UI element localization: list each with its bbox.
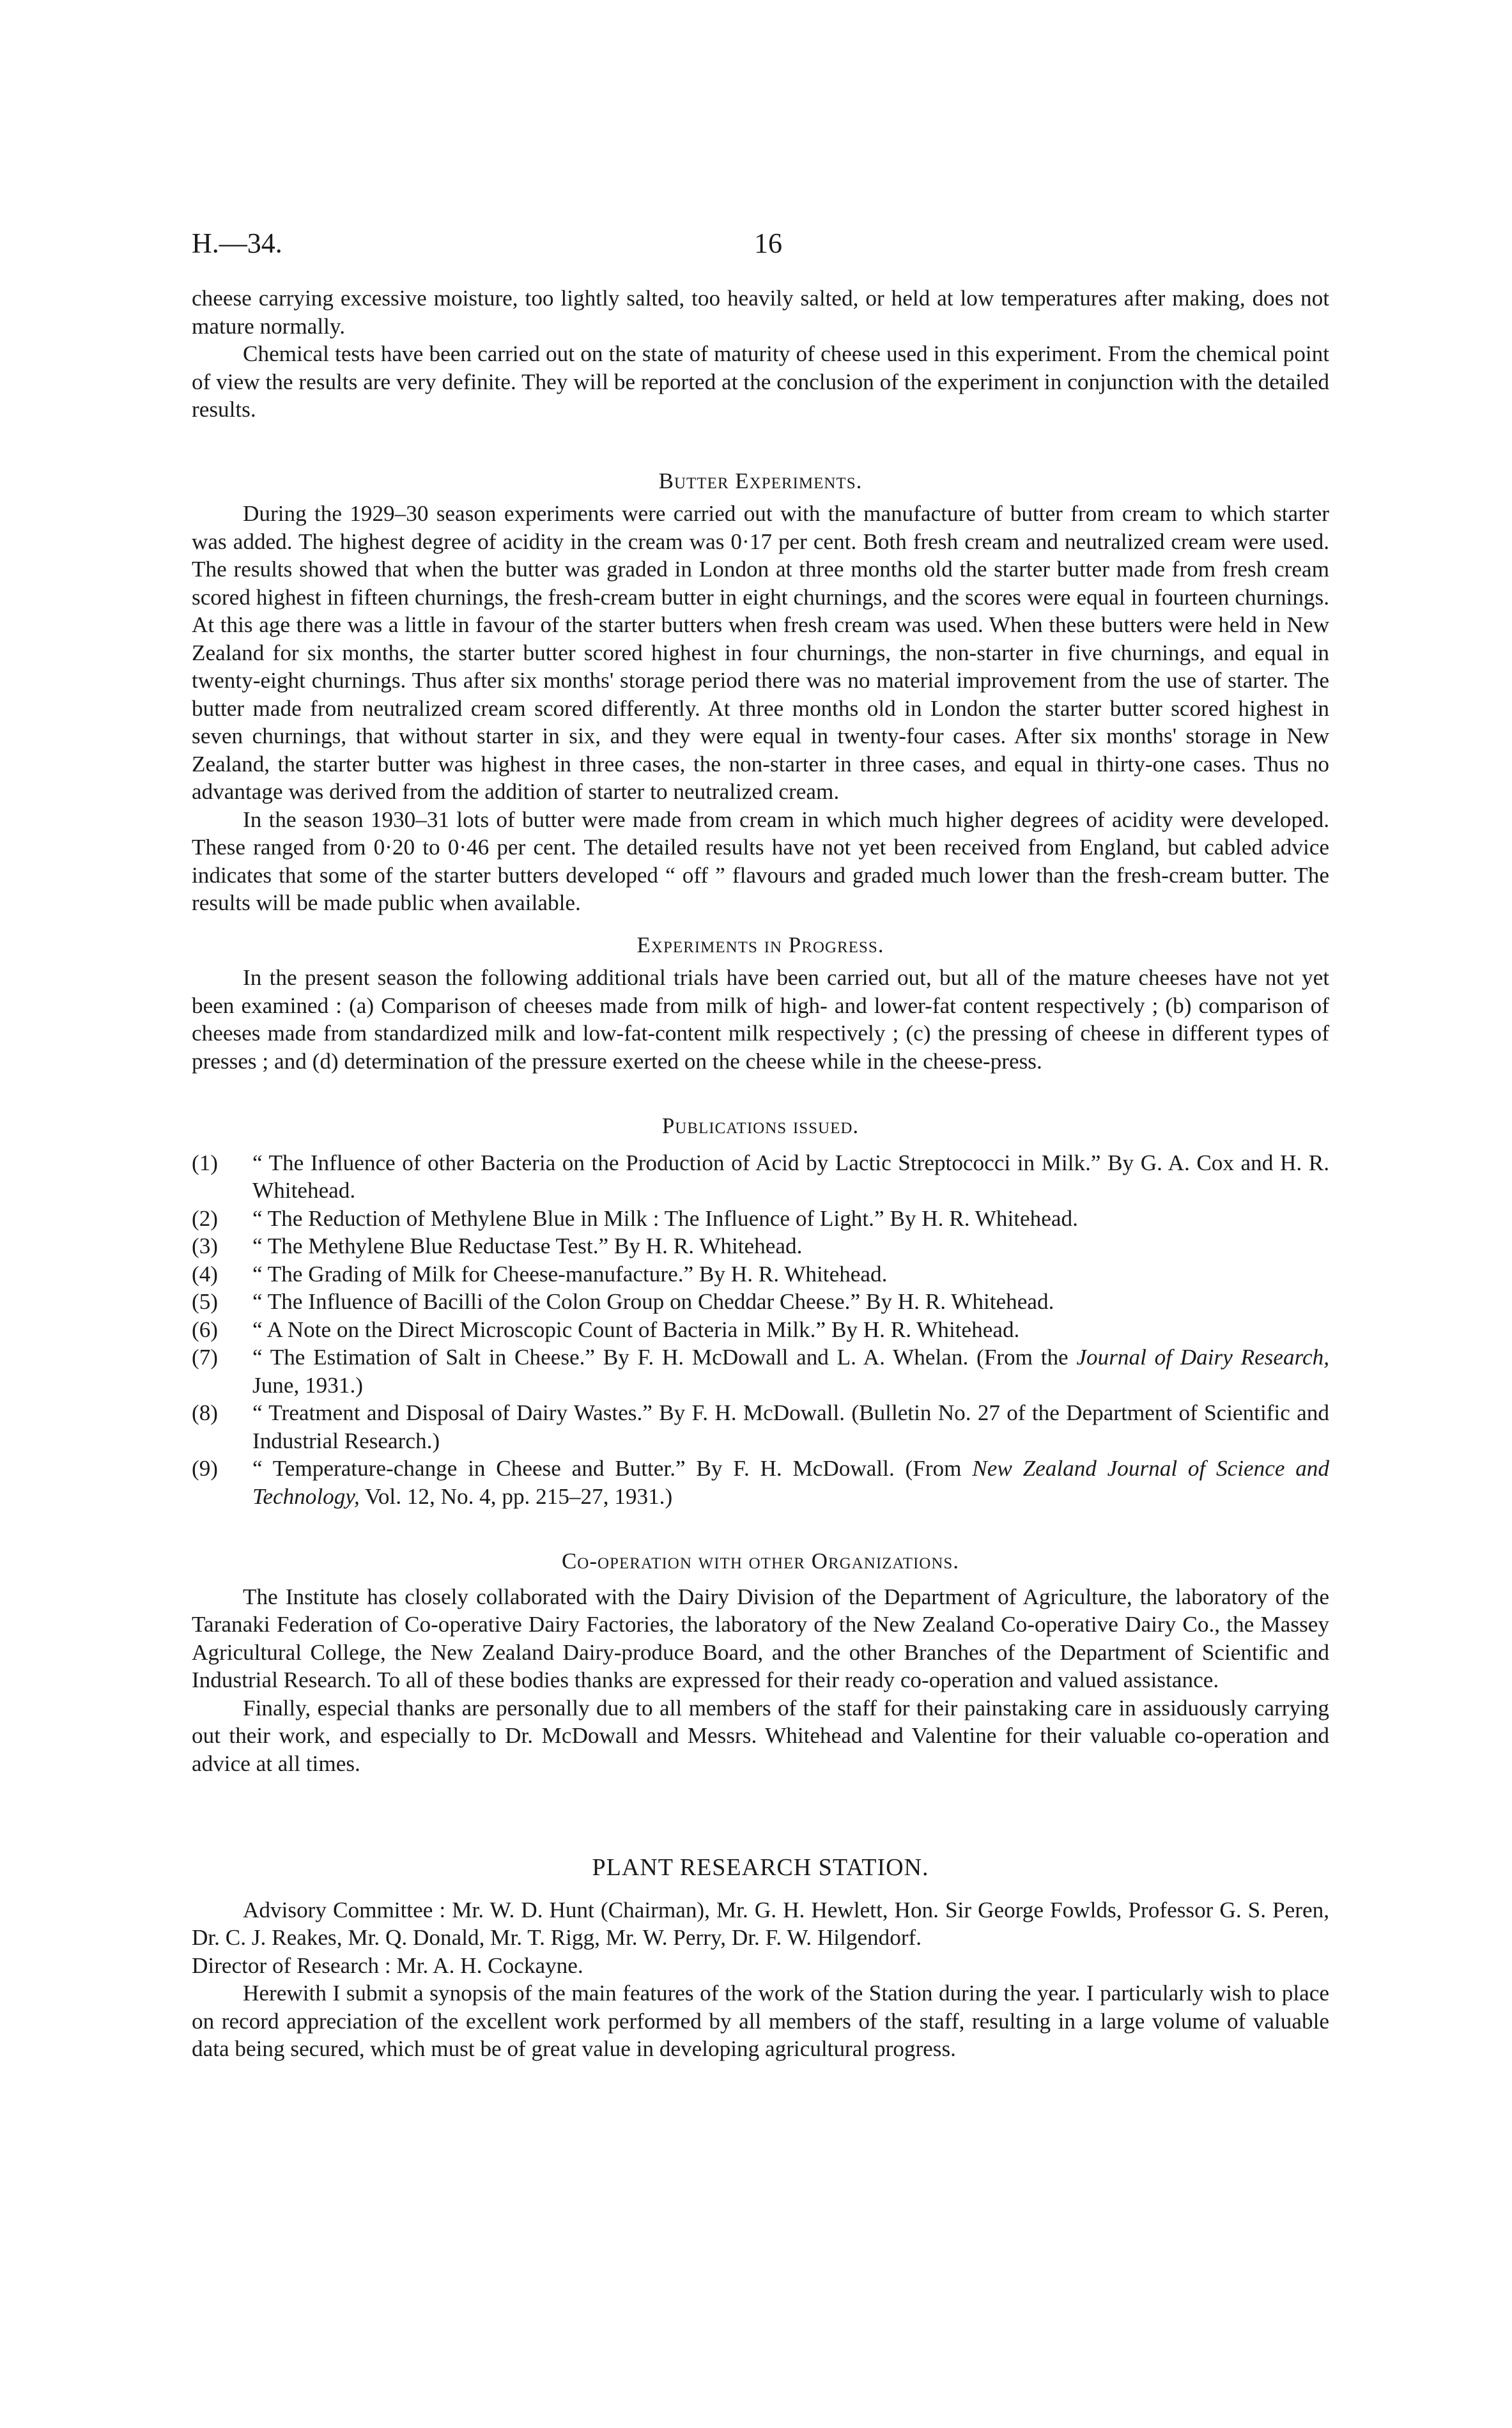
document-body <box>192 284 1329 2063</box>
publication-item: (1) “ The Influence of other Bacteria on the Production of Acid by Lactic Streptococci in Milk.” By G. A. Cox and H. R. Whitehead. <box>192 1150 1329 1203</box>
publication-item: (2) “ The Reduction of Methylene Blue in Milk : The Influence of Light.” By H. R. Whitehead. <box>192 1205 1078 1231</box>
intro-paragraph-2: Chemical tests have been carried out on the state of maturity of cheese used in this experiment. From the chemical point of view the results are very definite. They will be reported at the conclusion of the experiment in conjunction with the detailed results. <box>192 341 1329 422</box>
publications-list <box>192 1149 1329 1511</box>
plant-research-station-heading: PLANT RESEARCH STATION. <box>592 1854 929 1881</box>
page-number: 16 <box>754 228 782 259</box>
publication-item: (6) “ A Note on the Direct Microscopic Count of Bacteria in Milk.” By H. R. Whitehead. <box>192 1317 1020 1342</box>
document-reference: H.—34. <box>192 228 282 259</box>
progress-paragraph: In the present season the following additional trials have been carried out, but all of the mature cheeses have not yet been examined : (a) Comparison of cheeses made from milk of high- and lower-fat content respectively ; (b) comparison of cheeses made from standardized milk and low-fat-content milk respectively ; (c) the pressing of cheese in different types of presses ; and (d) determination of the pressure exerted on the cheese while in the cheese-press. <box>192 965 1329 1074</box>
experiments-in-progress-heading: Experiments in Progress. <box>636 932 884 957</box>
butter-paragraph-2: In the season 1930–31 lots of butter were made from cream in which much higher degrees of acidity were developed. These ranged from 0·20 to 0·46 per cent. The detailed results have not yet been received from England, but cabled advice indicates that some of the starter butters developed “ off ” flavours and graded much lower than the fresh-cream butter. The results will be made public when available. <box>192 807 1329 915</box>
publication-item: (3) “ The Methylene Blue Reductase Test.” By H. R. Whitehead. <box>192 1233 803 1258</box>
publication-item: (7) “ The Estimation of Salt in Cheese.” By F. H. McDowall and L. A. Whelan. (From the Journal of Dairy Research, June, 1931.) <box>192 1345 1329 1398</box>
publication-item: (4) “ The Grading of Milk for Cheese-manufacture.” By H. R. Whitehead. <box>192 1261 888 1287</box>
intro-paragraph-1: cheese carrying excessive moisture, too lightly salted, too heavily salted, or held at low temperatures after making, does not mature normally. <box>192 286 1329 339</box>
publication-item: (8) “ Treatment and Disposal of Dairy Wastes.” By F. H. McDowall. (Bulletin No. 27 of the Department of Scientific and Industrial Research.) <box>192 1400 1329 1453</box>
advisory-committee-paragraph: Advisory Committee : Mr. W. D. Hunt (Chairman), Mr. G. H. Hewlett, Hon. Sir George Fowlds, Professor G. S. Peren, Dr. C. J. Reakes, Mr. Q. Donald, Mr. T. Rigg, Mr. W. Perry, Dr. F. W. Hilgendorf. <box>192 1897 1329 1950</box>
director-of-research-line: Director of Research : Mr. A. H. Cockayne. <box>192 1952 583 1978</box>
publications-heading: Publications issued. <box>661 1113 860 1138</box>
publication-item: (5) “ The Influence of Bacilli of the Colon Group on Cheddar Cheese.” By H. R. Whitehead. <box>192 1289 1054 1314</box>
plant-synopsis-paragraph: Herewith I submit a synopsis of the main features of the work of the Station during the year. I particularly wish to place on record appreciation of the excellent work performed by all members of the staff, resulting in a large volume of valuable data being secured, which must be of great value in developing agricultural progress. <box>192 1981 1329 2061</box>
cooperation-heading: Co-operation with other Organizations. <box>561 1549 960 1574</box>
page-header <box>192 227 1329 265</box>
publication-item: (9) “ Temperature-change in Cheese and Butter.” By F. H. McDowall. (From New Zealand Journal of Science and Technology, Vol. 12, No. 4, pp. 215–27, 1931.) <box>192 1456 1329 1509</box>
butter-experiments-heading: Butter Experiments. <box>658 468 863 493</box>
cooperation-paragraph-1: The Institute has closely collaborated with the Dairy Division of the Department of Agriculture, the laboratory of the Taranaki Federation of Co-operative Dairy Factories, the laboratory of the New Zealand Co-operative Dairy Co., the Massey Agricultural College, the New Zealand Dairy-produce Board, and the other Branches of the Department of Scientific and Industrial Research. To all of these bodies thanks are expressed for their ready co-operation and valued assistance. <box>192 1584 1329 1692</box>
cooperation-paragraph-2: Finally, especial thanks are personally due to all members of the staff for their painstaking care in assiduously carrying out their work, and especially to Dr. McDowall and Messrs. Whitehead and Valentine for their valuable co-operation and advice at all times. <box>192 1695 1329 1776</box>
butter-paragraph-1: During the 1929–30 season experiments were carried out with the manufacture of butter from cream to which starter was added. The highest degree of acidity in the cream was 0·17 per cent. Both fresh cream and neutralized cream were used. The results showed that when the butter was graded in London at three months old the starter butter made from fresh cream scored highest in fifteen churnings, the fresh-cream butter in eight churnings, and the scores were equal in fourteen churnings. At this age there was a little in favour of the starter butters when fresh cream was used. When these butters were held in New Zealand for six months, the starter butter scored highest in four churnings, the non-starter in five churnings, and equal in twenty-eight churnings. Thus after six months' storage period there was no material improvement from the use of starter. The butter made from neutralized cream scored differently. At three months old in London the starter butter scored highest in seven churnings, that without starter in six, and they were equal in twenty-four cases. After six months' storage in New Zealand, the starter butter was highest in three cases, the non-starter in three cases, and equal in thirty-one cases. Thus no advantage was derived from the addition of starter to neutralized cream. <box>192 501 1329 804</box>
